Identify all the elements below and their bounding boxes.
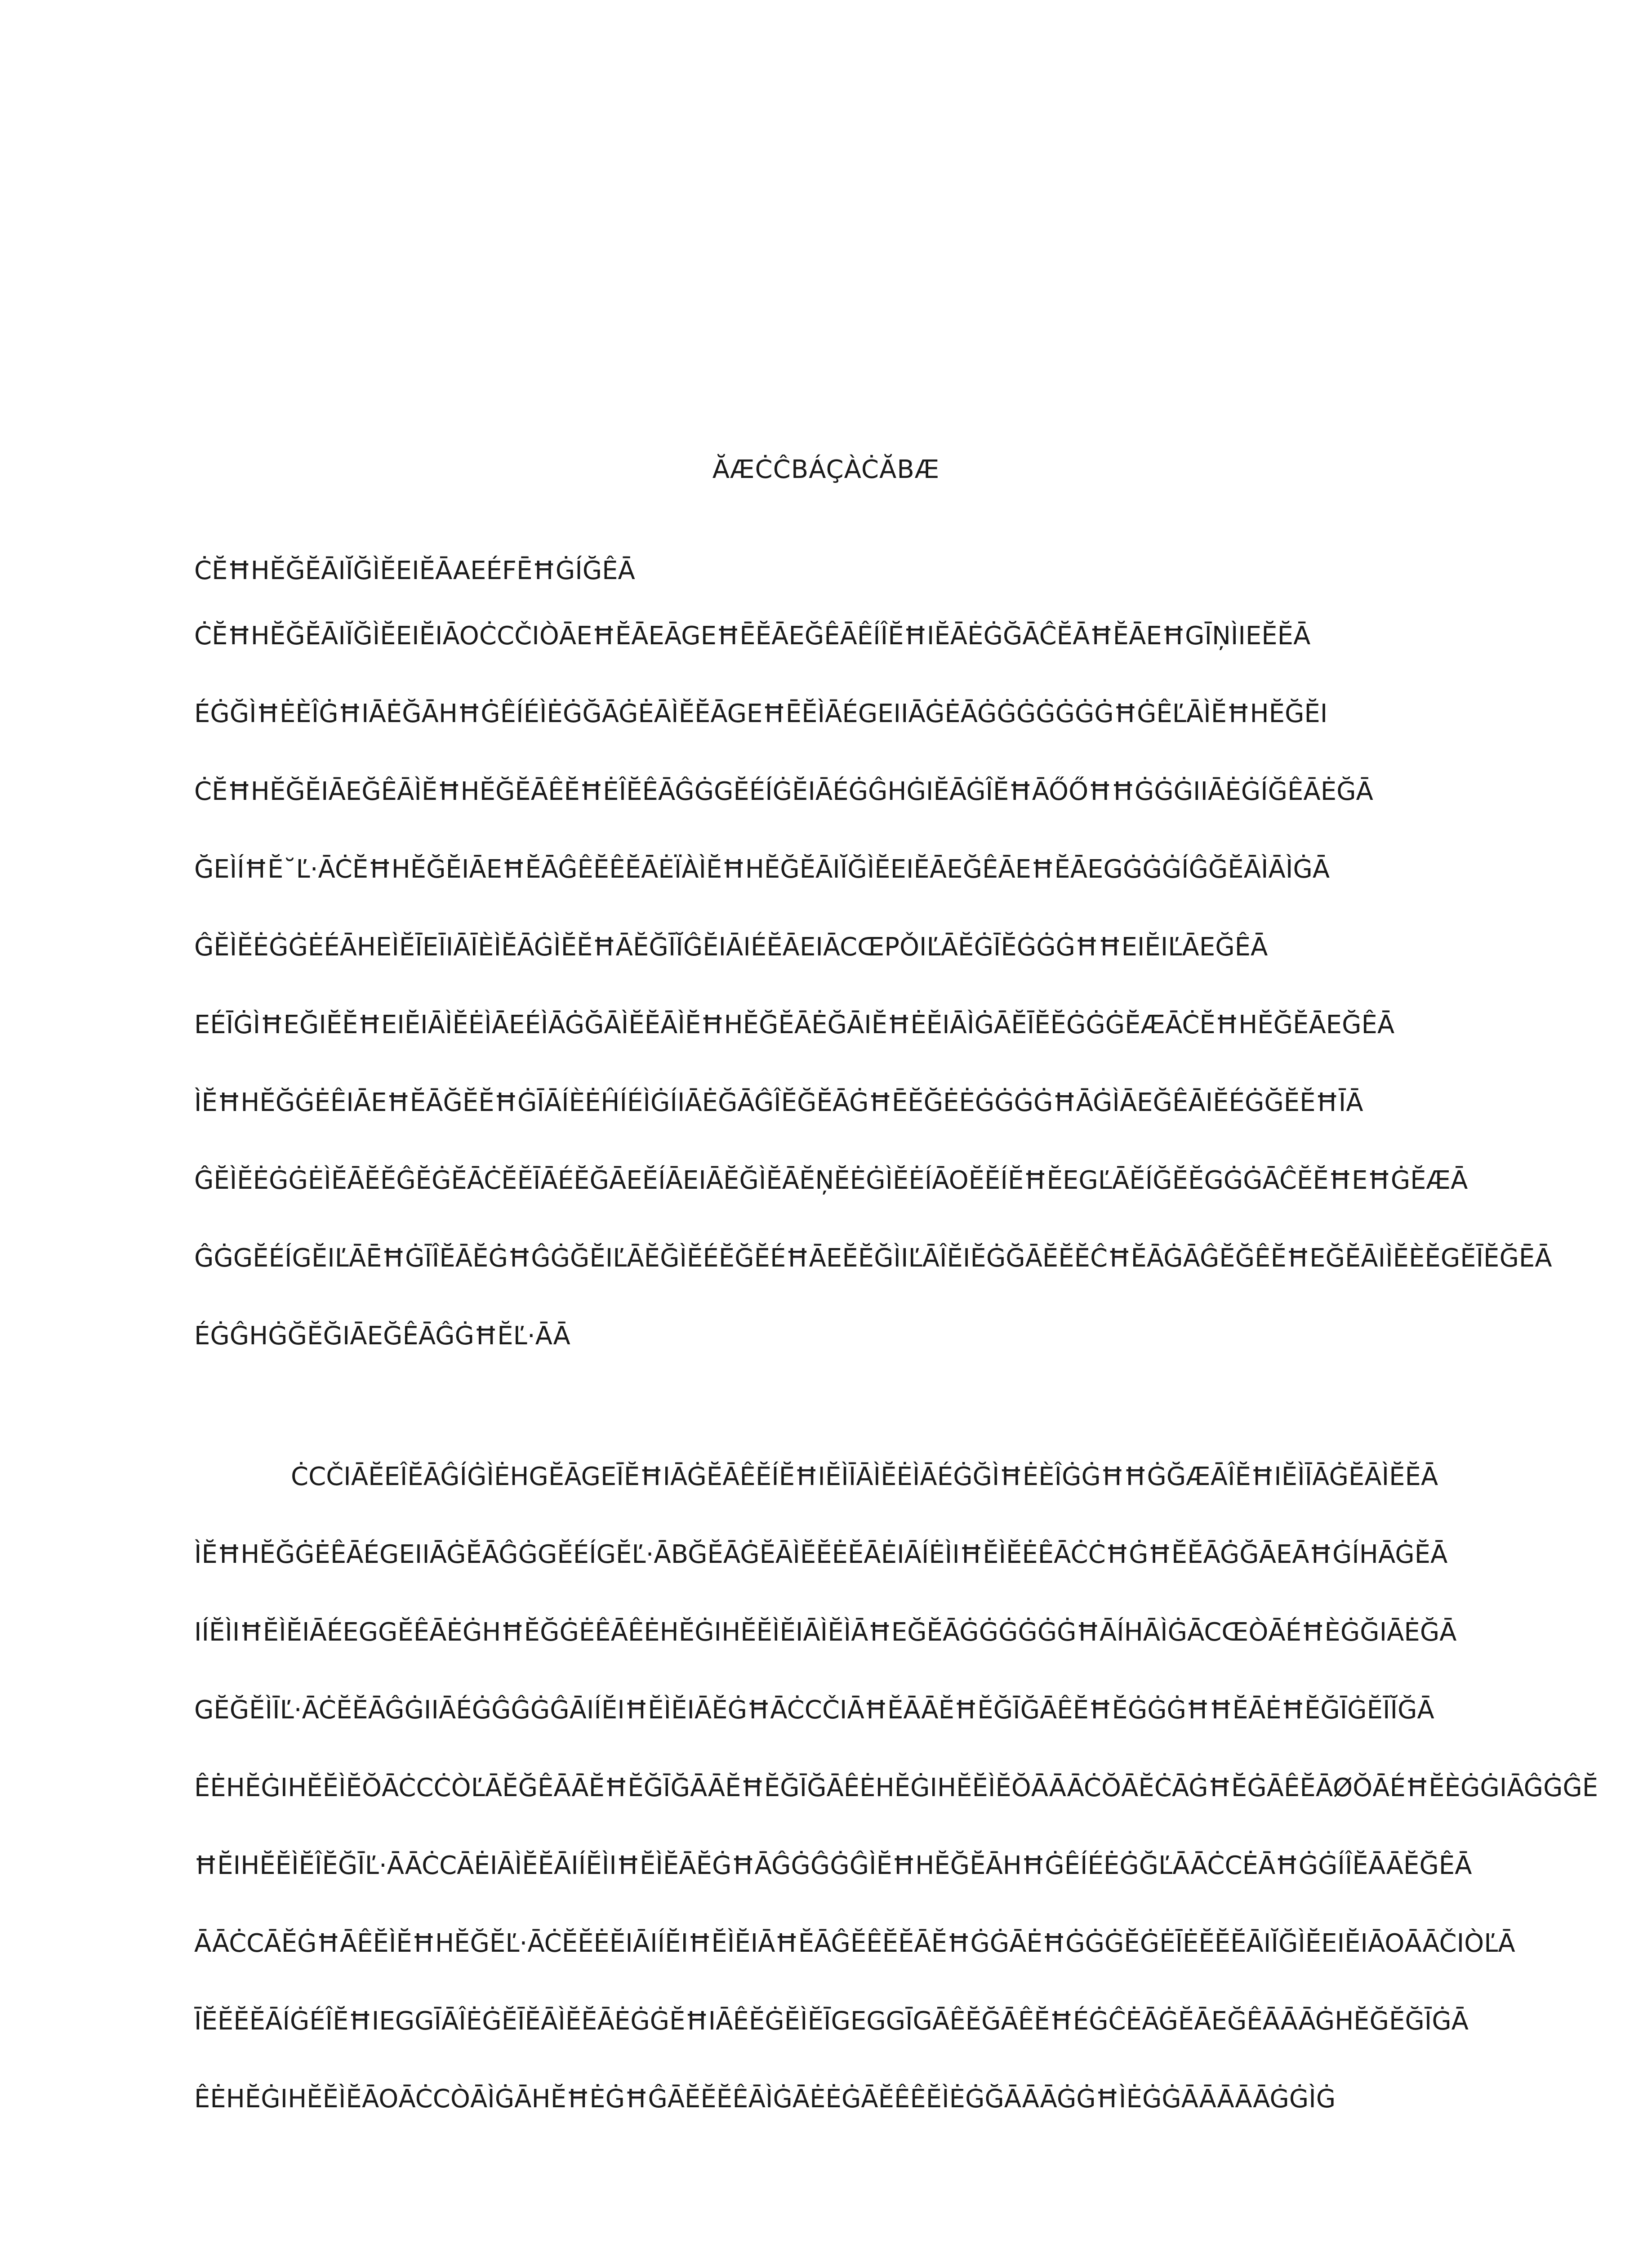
- paragraph-line: ÊĖHĔĠIHĔĔÌĔŎĀĊCĊÒĽĀĔĞÊĀĀĔĦĔĞĪĞĀĀĔĦĔĞĪĞĀÊĖHĔĠIHĔĔÌĔŎĀĀĀĊŎĀĔĊĀĠĦĔĠĀÊĔĀØŎĀÉĦĔÈĠĠIĀĜĠĜĔ: [194, 1773, 1599, 1802]
- paragraph-2: [194, 1459, 1599, 2159]
- paragraph-line: ÌĔĦHĔĞĠĖÊĀÉGEIIĀĠĔĀĜĠGĔÉÍGĔĽ·ĀBĞĔĀĠĔĀÌĔĔĖĔĀĖIĀÍĖÌIĦĔÌĔĖÊĀĊĊĦĠĦĔĔĀĠĞĀEĀĦĠÍHĀĠĔĀ: [194, 1540, 1448, 1569]
- paragraph-line: ÉĠĜHĠĞĔĞIĀEĞÊĀĜĠĦĔĽ·ĀĀ: [194, 1321, 570, 1351]
- paragraph-line: EÉĪĠÌĦEĞIĔĔĦEIĔIĀÌĔĖÌĀEÉÌĀĠĞĀÌĔĔĀÌĔĦHĔĞĔĀĖĞĀIĔĦĖĔIĀÌĠĀĔĪĔĔĠĠĠĔÆĀĊĔĦHĔĞĔĀEĞÊĀ: [194, 1010, 1395, 1039]
- paragraph-line: ĀĀĊCĀĔĠĦĀÊĔÌĔĦHĔĞĔĽ·ĀĊĔĔĖĔIĀIÍĔIĦĔÌĔIĀĦĔĀĜĔÊĔĔĀĔĦĠĠĀĖĦĠĠĠĔĠĖĪĖĔĔĔĀIĬĞÌĔEIĔIĀOĀĀČIÒĽĀ: [194, 1929, 1515, 1958]
- document-title: ĂÆĊĈBÁÇÀĊĂBÆ: [712, 455, 940, 484]
- paragraph-line: IÍĔÌIĦĔÌĔIĀÉEGGĔÊĀĖĠHĦĔĞĠĖÊĀÊĖHĔĠIHĔĔÌĔIĀÌĔÌĀĦEĞĔĀĠĠĠĠĠĠĦĀÍHĀÌĠĀCŒÒĀÉĦÈĠĞIĀĖĞĀ: [194, 1618, 1457, 1647]
- paragraph-line: ÉĠĞÌĦĖÈÎĠĦIĀĖĞĀHĦĠÊÍÉÌĖĠĞĀĠĖĀÌĔĔĀGEĦĒĔÌĀÉGEIIĀĠĖĀĠĠĠĠĠĠĠĦĠÊĽĀÌĔĦHĔĞĔI: [194, 699, 1328, 728]
- paragraph-1: [194, 618, 1552, 1396]
- paragraph-line: ĊCČIĀĔEÎĔĀĜÍĠÌĖHGĔĀGEĪĔĦIĀĠĔĀÊĔÍĔĦIĔÌĪĀÌĔĖÌĀÉĠĞÌĦĖÈÎĠĠĦĦĠĞÆĀÎĔĦIĔÌĪĀĠĔĀÌĔĔĀ: [291, 1462, 1438, 1491]
- paragraph-line: ĪĔĔĔĔĀÍĠÉÎĔĦIEGGĪĀÎĖĠĔĪĔĀÌĔĔĀĖĠĠĔĦIĀÊĔĠĔÌĔĪGEGGĪGĀÊĔĞĀÊĔĦÉĠĈĖĀĠĔĀEĞÊĀĀĀĠHĔĞĔĞĪĠĀ: [194, 2007, 1469, 2036]
- paragraph-line: ĊĔĦHĔĞĔIĀEĞÊĀÌĔĦHĔĞĔĀÊĔĦĖÎĔÊĀĜĠGĔÉÍĠĔIĀÉĠĜHĠIĔĀĠÎĔĦĀŐŐĦĦĠĠĠIIĀĖĠÍĞÊĀĖĞĀ: [194, 777, 1373, 806]
- paragraph-line: ÊĖHĔĠIHĔĔÌĔĀOĀĊCÒĀÌĠĀHĔĦĖĠĦĜĀĔĔĔÊĀÌĠĀĖĖĠĀĔÊÊĔÌĖĠĞĀĀĀĠĠĦÌĖĠĠĀĀĀĀĀĠĠÌĠ: [194, 2084, 1336, 2114]
- paragraph-line: ĞEÌÍĦĔ˘Ľ·ĀĊĔĦHĔĞĔIĀEĦĔĀĜÊĔÊĔĀĖÏÀÌĔĦHĔĞĔĀIĬĞÌĔEIĔĀEĞÊĀEĦĔĀEGĠĠĠÍĜĞĔĀÌĀÌĠĀ: [194, 855, 1330, 884]
- section-heading: ĊĔĦHĔĞĔĀIĬĞÌĔEIĔĀAEÉFĒĦĠÍĞÊĀ: [194, 556, 635, 585]
- paragraph-line: ĦĔIHĔĔÌĔÎĔĞĪĽ·ĀĀĊCĀĖIĀÌĔĔĀIÍĔÌIĦĔÌĔĀĔĠĦĀĜĠĜĠĜÌĔĦHĔĞĔĀHĦĠÊÍÉĖĠĞĽĀĀĊCĖĀĦĠĠÍÎĔĀĀĔĞÊĀ: [194, 1851, 1472, 1880]
- paragraph-line: ĜĔÌĔĖĠĠĖÉĀHEÌĔĪEĪIĀĪÈÌĔĀĠÌĔĔĦĀĔĞĪĬĜĔIĀIÉĔĀEIĀCŒPǑIĽĀĔĠĪĔĠĠĠĦĦEIĔIĽĀEĞÊĀ: [194, 932, 1268, 962]
- paragraph-line: ĊĔĦHĔĞĔĀIĬĞÌĔEIĔIĀOĊCČIÒĀEĦĔĀEĀGEĦĒĔĀEĞÊĀÊÍÎĔĦIĔĀĖĠĞĀĈĔĀĦĔĀEĦGĪŅÌIEĔĔĀ: [194, 621, 1311, 651]
- paragraph-line: ÌĔĦHĔĞĠĖÊIĀEĦĔĀĞĔĔĦĠĪĀÍÈĖĤÍÉÌĠÍIĀĖĞĀĜÎĔĞĔĀĠĦĒĔĞĖĖĠĠĠĠĦĀĠÌĀEĞÊĀIĔÉĠĞĔĔĦĪĀ: [194, 1088, 1363, 1117]
- paragraph-line: ĜĔÌĔĖĠĠĖÌĔĀĔĔĜĔĠĔĀĊĔĔĪĀÉĔĞĀEĔÍĀEIĀĔĞÌĔĀĔŅĔĖĠÌĔĖÍĀOĔĔÍĔĦĔEGĽĀĔÍĞĔĔGĠĠĀĈĔĔĦEĦĠĔÆĀ: [194, 1166, 1468, 1195]
- paragraph-line: GĔĞĔÌĪĽ·ĀĊĔĔĀĜĠIIĀÉĠĜĜĠĜĀIÍĔIĦĔÌĔIĀĔĠĦĀĊCČIĀĦĔĀĀĔĦĔĞĪĞĀÊĔĦĔĠĠĠĦĦĔĀĖĦĔĞĪĠĔĪĬĞĀ: [194, 1695, 1434, 1725]
- paragraph-line: ĜĠGĔÉÍGĔIĽĀĒĦĠĪÎĔĀĔĠĦĜĠĞĔIĽĀĔĞÌĔÉĔĞĔÉĦĀEĔĔĞÌIĽĀÎĔIĔĠĞĀĔĔĔĈĦĔĀĠĀĜĔĞÊĔĦEĞĔĀIÌĔÈĔGĔĪĔĞĒĀ: [194, 1244, 1552, 1273]
